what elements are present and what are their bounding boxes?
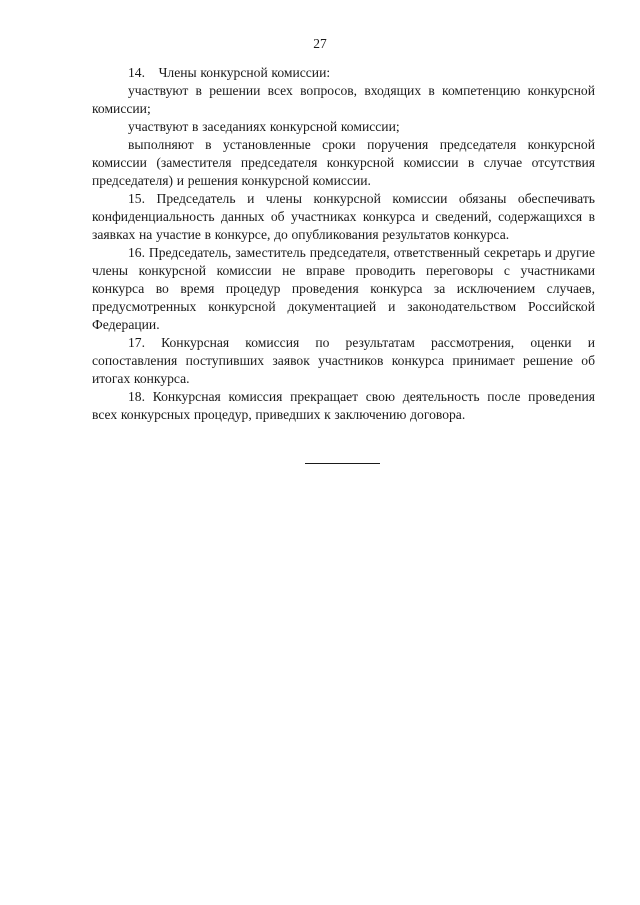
closing-rule [305, 463, 380, 464]
paragraph-16: 16. Председатель, заместитель председателя, ответственный секретарь и другие члены конкурсной комиссии не вправе проводить переговоры с участниками конкурса во время процедур проведения конкурса за исключением случаев, предусмотренных конкурсной документацией и законодательством Российской Федерации. [92, 245, 595, 332]
paragraph-17: 17. Конкурсная комиссия по результатам рассмотрения, оценки и сопоставления поступивших заявок участников конкурса принимает решение об итогах конкурса. [92, 335, 595, 386]
paragraph-14-item-3: выполняют в установленные сроки поручения председателя конкурсной комиссии (заместителя председателя конкурсной комиссии в случае отсутствия председателя) и решения конкурсной комиссии. [92, 137, 595, 188]
paragraph-14-heading: 14. Члены конкурсной комиссии: [128, 65, 331, 80]
document-body [92, 64, 595, 424]
paragraph-18: 18. Конкурсная комиссия прекращает свою деятельность после проведения всех конкурсных процедур, приведших к заключению договора. [92, 389, 595, 422]
page-number: 27 [313, 36, 327, 51]
paragraph-14-item-1: участвуют в решении всех вопросов, входящих в компетенцию конкурсной комиссии; [92, 83, 595, 116]
paragraph-14-item-2: участвуют в заседаниях конкурсной комиссии; [128, 119, 400, 134]
paragraph-15: 15. Председатель и члены конкурсной комиссии обязаны обеспечивать конфиденциальность данных об участниках конкурса и сведений, содержащихся в заявках на участие в конкурсе, до опубликования результатов конкурса. [92, 191, 595, 242]
